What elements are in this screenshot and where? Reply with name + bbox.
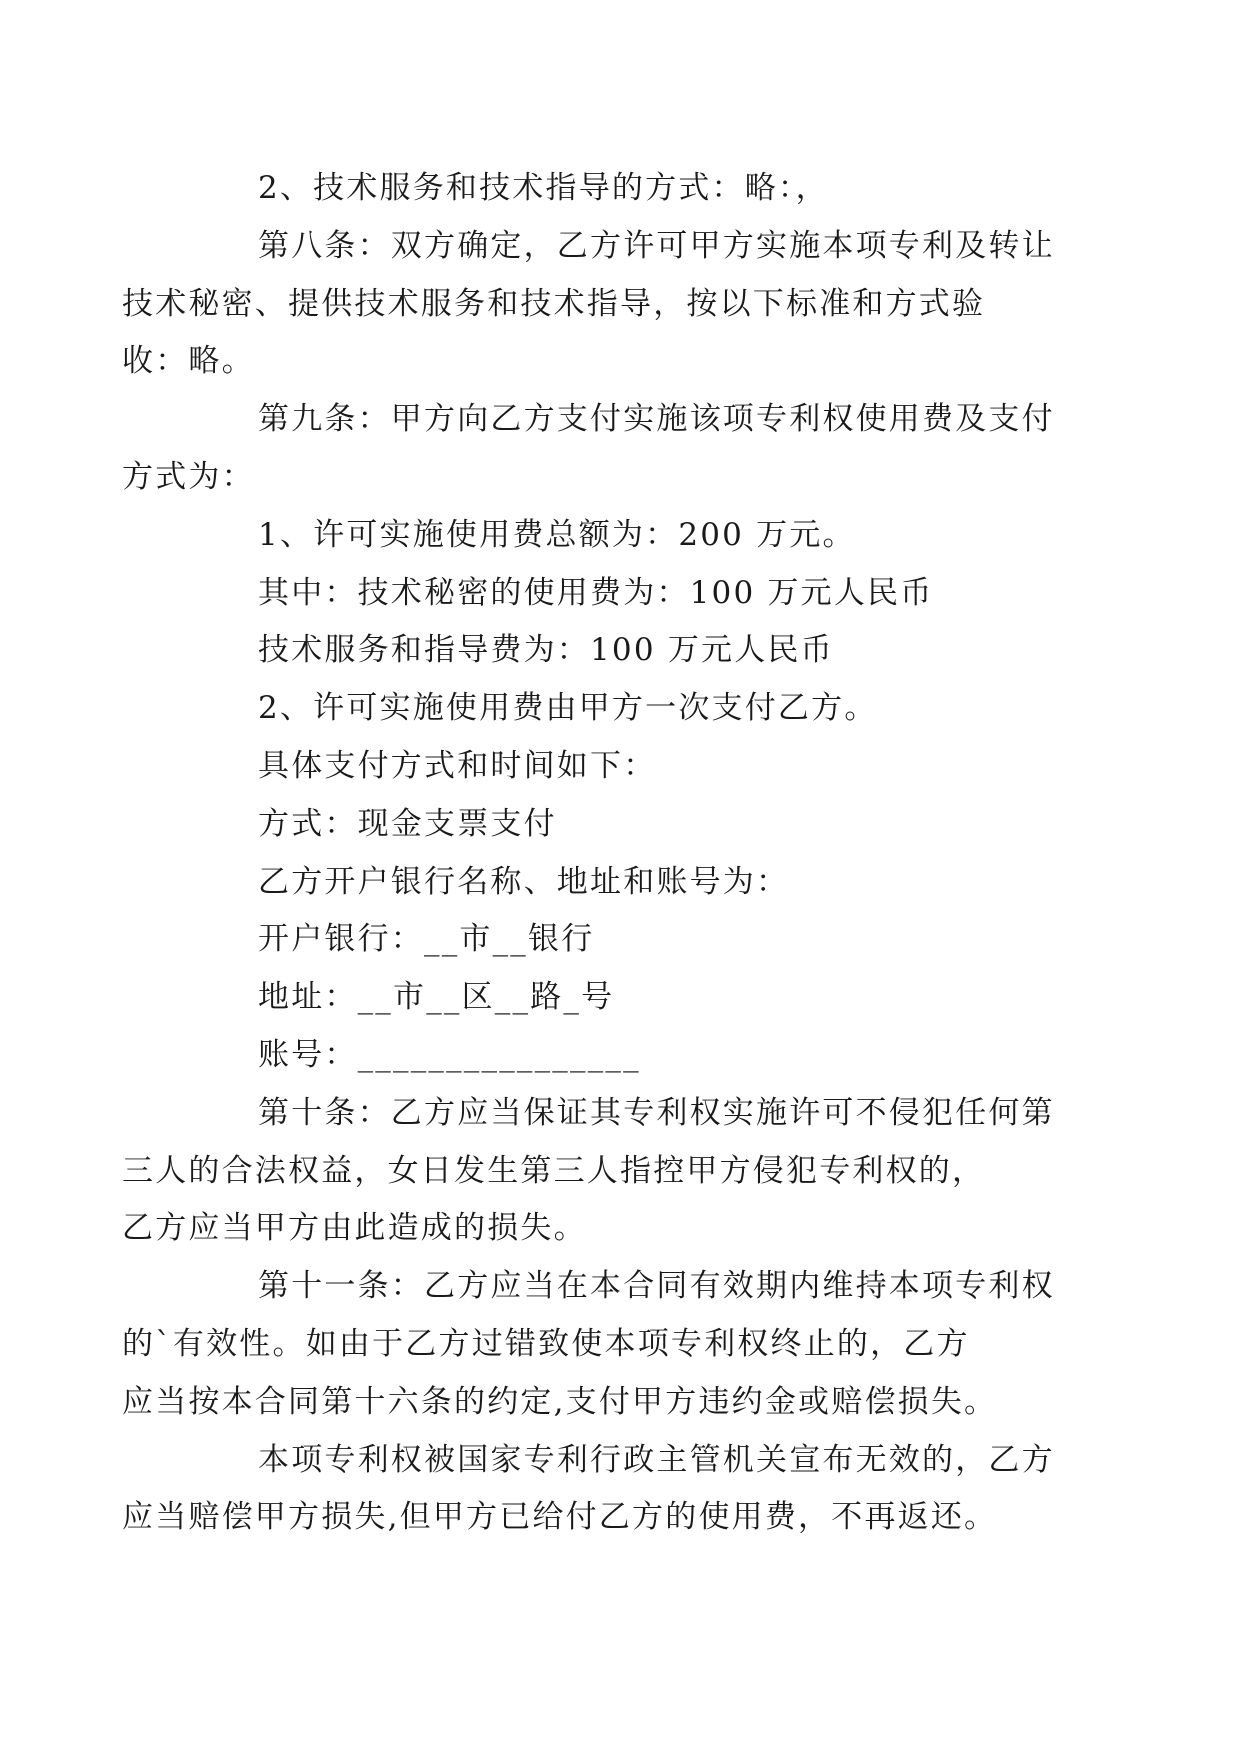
paragraph <box>190 622 1070 680</box>
text-line: 的`有效性。如由于乙方过错致使本项专利权终止的，乙方 <box>122 1325 970 1362</box>
paragraph <box>190 854 1070 912</box>
paragraph <box>122 1085 1070 1258</box>
paragraph <box>122 218 1070 391</box>
text-line: 技术秘密、提供技术服务和技术指导，按以下标准和方式验 <box>122 285 986 322</box>
paragraph <box>190 796 1070 854</box>
text-line: 方式为： <box>122 458 255 495</box>
paragraph <box>122 1258 1070 1431</box>
text-line: 应当按本合同第十六条的约定,支付甲方违约金或赔偿损失。 <box>122 1383 998 1420</box>
paragraph <box>190 507 1070 565</box>
text-line: 乙方应当甲方由此造成的损失。 <box>122 1210 587 1247</box>
text-line: 技术服务和指导费为：100 万元人民币 <box>258 632 834 669</box>
text-line: 2、技术服务和技术指导的方式：略：， <box>258 170 829 206</box>
document-body <box>122 160 1070 1547</box>
text-line: 地址：__市__区__路_号 <box>258 979 615 1016</box>
text-line: 第九条：甲方向乙方支付实施该项专利权使用费及支付 <box>258 401 1055 438</box>
text-line: 账号：________________ <box>258 1036 641 1073</box>
text-line: 方式：现金支票支付 <box>258 805 557 842</box>
text-line: 第十条：乙方应当保证其专利权实施许可不侵犯任何第 <box>258 1094 1055 1131</box>
text-line: 具体支付方式和时间如下： <box>258 747 657 784</box>
paragraph <box>190 738 1070 796</box>
text-line: 本项专利权被国家专利行政主管机关宣布无效的，乙方 <box>258 1441 1055 1478</box>
text-line: 乙方开户银行名称、地址和账号为： <box>258 863 790 900</box>
text-line: 收：略。 <box>122 343 255 380</box>
paragraph <box>190 969 1070 1027</box>
paragraph <box>122 391 1070 507</box>
text-line: 1、许可实施使用费总额为：200 万元。 <box>258 516 856 553</box>
paragraph <box>190 160 1070 218</box>
paragraph <box>190 911 1070 969</box>
text-line: 2、许可实施使用费由甲方一次支付乙方。 <box>258 690 878 727</box>
text-line: 第十一条：乙方应当在本合同有效期内维持本项专利权 <box>258 1268 1055 1305</box>
text-line: 应当赔偿甲方损失,但甲方已给付乙方的使用费，不再返还。 <box>122 1499 998 1536</box>
text-line: 开户银行：__市__银行 <box>258 921 595 958</box>
text-line: 第八条：双方确定，乙方许可甲方实施本项专利及转让 <box>258 227 1055 264</box>
paragraph <box>190 680 1070 738</box>
text-line: 其中：技术秘密的使用费为：100 万元人民币 <box>258 574 934 611</box>
paragraph <box>190 565 1070 623</box>
text-line: 三人的合法权益，女日发生第三人指控甲方侵犯专利权的， <box>122 1152 986 1189</box>
paragraph <box>190 1027 1070 1085</box>
paragraph <box>122 1432 1070 1548</box>
